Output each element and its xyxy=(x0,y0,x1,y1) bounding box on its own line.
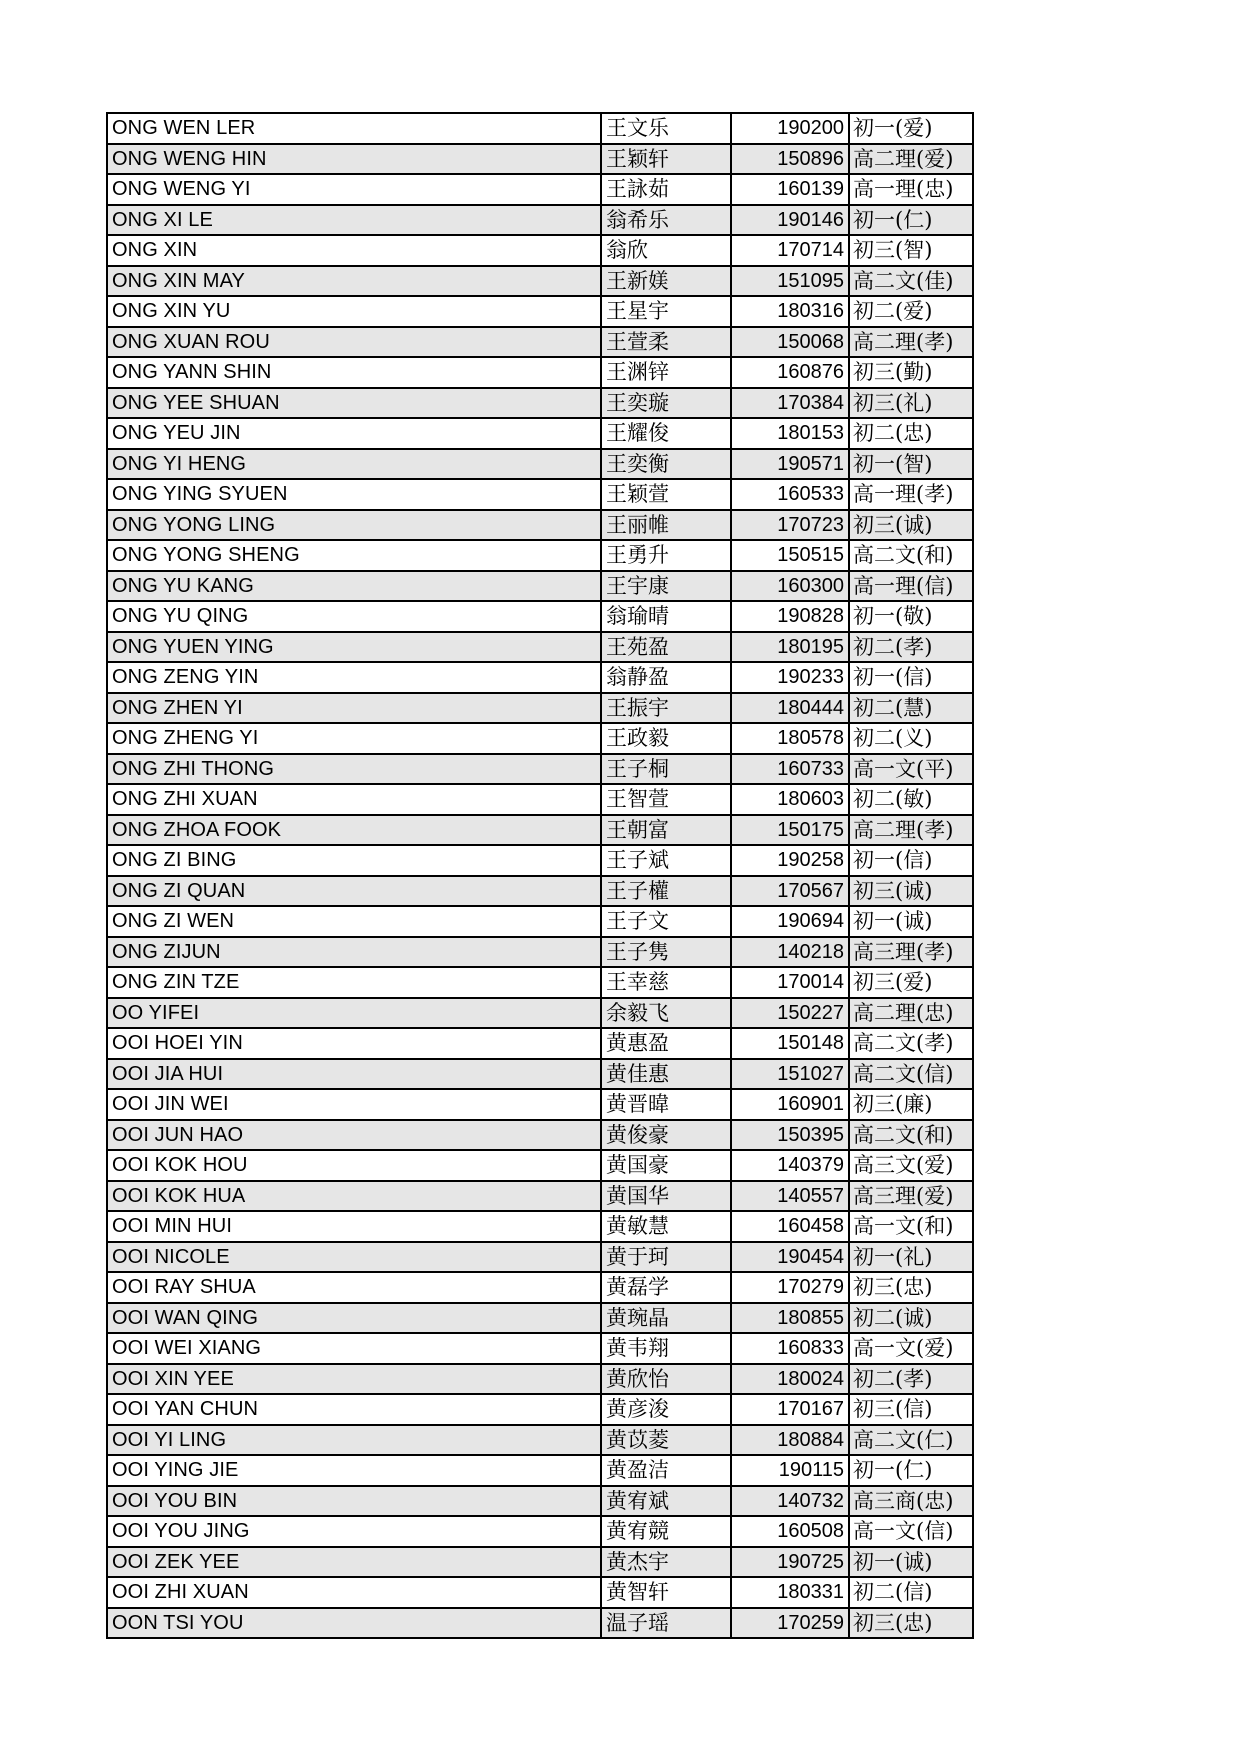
student-id-cell: 160733 xyxy=(731,754,849,785)
student-name-cell: OO YIFEI xyxy=(107,998,601,1029)
student-id-cell: 190454 xyxy=(731,1242,849,1273)
class-cell: 初三(礼) xyxy=(849,388,973,419)
chinese-name-cell: 黄琬晶 xyxy=(601,1303,731,1334)
student-name-cell: ONG YEU JIN xyxy=(107,418,601,449)
student-id-cell: 180578 xyxy=(731,723,849,754)
chinese-name-cell: 王奕璇 xyxy=(601,388,731,419)
student-id-cell: 140218 xyxy=(731,937,849,968)
student-id-cell: 170384 xyxy=(731,388,849,419)
student-name-cell: ONG WEN LER xyxy=(107,113,601,144)
chinese-name-cell: 黄欣怡 xyxy=(601,1364,731,1395)
student-name-cell: ONG YEE SHUAN xyxy=(107,388,601,419)
student-id-cell: 160901 xyxy=(731,1089,849,1120)
class-cell: 高一文(平) xyxy=(849,754,973,785)
student-id-cell: 190828 xyxy=(731,601,849,632)
student-name-cell: OOI RAY SHUA xyxy=(107,1272,601,1303)
student-id-cell: 170714 xyxy=(731,235,849,266)
student-id-cell: 151095 xyxy=(731,266,849,297)
class-cell: 初一(敬) xyxy=(849,601,973,632)
student-name-cell: ONG ZENG YIN xyxy=(107,662,601,693)
table-row xyxy=(107,723,973,754)
chinese-name-cell: 王萱柔 xyxy=(601,327,731,358)
table-row xyxy=(107,1577,973,1608)
student-name-cell: ONG XIN xyxy=(107,235,601,266)
student-id-cell: 160139 xyxy=(731,174,849,205)
table-row xyxy=(107,784,973,815)
table-row xyxy=(107,1028,973,1059)
class-cell: 初一(信) xyxy=(849,845,973,876)
class-cell: 初三(廉) xyxy=(849,1089,973,1120)
student-name-cell: ONG ZI QUAN xyxy=(107,876,601,907)
table-row xyxy=(107,906,973,937)
table-row xyxy=(107,998,973,1029)
class-cell: 初二(孝) xyxy=(849,1364,973,1395)
class-cell: 初一(仁) xyxy=(849,205,973,236)
table-row xyxy=(107,1242,973,1273)
class-cell: 高三理(孝) xyxy=(849,937,973,968)
student-name-cell: ONG YUEN YING xyxy=(107,632,601,663)
student-id-cell: 180153 xyxy=(731,418,849,449)
chinese-name-cell: 王星宇 xyxy=(601,296,731,327)
chinese-name-cell: 王丽帷 xyxy=(601,510,731,541)
student-id-cell: 150395 xyxy=(731,1120,849,1151)
class-cell: 初二(爱) xyxy=(849,296,973,327)
student-name-cell: ONG ZHEN YI xyxy=(107,693,601,724)
student-name-cell: ONG XI LE xyxy=(107,205,601,236)
student-name-cell: ONG ZIJUN xyxy=(107,937,601,968)
class-cell: 初三(爱) xyxy=(849,967,973,998)
chinese-name-cell: 翁瑜晴 xyxy=(601,601,731,632)
table-row xyxy=(107,449,973,480)
class-cell: 初三(信) xyxy=(849,1394,973,1425)
class-cell: 初三(忠) xyxy=(849,1608,973,1639)
student-name-cell: ONG XIN MAY xyxy=(107,266,601,297)
class-cell: 高一文(爱) xyxy=(849,1333,973,1364)
class-cell: 初三(智) xyxy=(849,235,973,266)
table-row xyxy=(107,1120,973,1151)
student-id-cell: 150227 xyxy=(731,998,849,1029)
student-id-cell: 160533 xyxy=(731,479,849,510)
class-cell: 初一(信) xyxy=(849,662,973,693)
table-row xyxy=(107,479,973,510)
chinese-name-cell: 王勇升 xyxy=(601,540,731,571)
class-cell: 初一(礼) xyxy=(849,1242,973,1273)
student-id-cell: 140557 xyxy=(731,1181,849,1212)
student-name-cell: OOI ZEK YEE xyxy=(107,1547,601,1578)
class-cell: 高一理(孝) xyxy=(849,479,973,510)
class-cell: 初三(忠) xyxy=(849,1272,973,1303)
chinese-name-cell: 黄盈洁 xyxy=(601,1455,731,1486)
student-id-cell: 190571 xyxy=(731,449,849,480)
student-id-cell: 160833 xyxy=(731,1333,849,1364)
student-id-cell: 151027 xyxy=(731,1059,849,1090)
chinese-name-cell: 黄俊豪 xyxy=(601,1120,731,1151)
student-id-cell: 180331 xyxy=(731,1577,849,1608)
student-id-cell: 180024 xyxy=(731,1364,849,1395)
chinese-name-cell: 王子文 xyxy=(601,906,731,937)
student-name-cell: ONG YI HENG xyxy=(107,449,601,480)
table-row xyxy=(107,235,973,266)
table-row xyxy=(107,1303,973,1334)
class-cell: 初一(爱) xyxy=(849,113,973,144)
class-cell: 高二文(佳) xyxy=(849,266,973,297)
table-row xyxy=(107,1364,973,1395)
student-id-cell: 180195 xyxy=(731,632,849,663)
student-name-cell: OOI JUN HAO xyxy=(107,1120,601,1151)
class-cell: 初二(诚) xyxy=(849,1303,973,1334)
chinese-name-cell: 王朝富 xyxy=(601,815,731,846)
table-row xyxy=(107,327,973,358)
chinese-name-cell: 王智萱 xyxy=(601,784,731,815)
class-cell: 高二理(爱) xyxy=(849,144,973,175)
student-name-cell: ONG ZIN TZE xyxy=(107,967,601,998)
table-row xyxy=(107,1486,973,1517)
student-name-cell: OOI YAN CHUN xyxy=(107,1394,601,1425)
chinese-name-cell: 王耀俊 xyxy=(601,418,731,449)
student-name-cell: OOI YI LING xyxy=(107,1425,601,1456)
class-cell: 高二文(信) xyxy=(849,1059,973,1090)
student-name-cell: OOI WAN QING xyxy=(107,1303,601,1334)
student-name-cell: ONG ZI WEN xyxy=(107,906,601,937)
student-name-cell: OOI KOK HUA xyxy=(107,1181,601,1212)
table-row xyxy=(107,1455,973,1486)
class-cell: 高三文(爱) xyxy=(849,1150,973,1181)
chinese-name-cell: 王詠茹 xyxy=(601,174,731,205)
class-cell: 初三(诚) xyxy=(849,510,973,541)
chinese-name-cell: 王子權 xyxy=(601,876,731,907)
chinese-name-cell: 翁欣 xyxy=(601,235,731,266)
chinese-name-cell: 黄苡菱 xyxy=(601,1425,731,1456)
chinese-name-cell: 王渊锌 xyxy=(601,357,731,388)
student-name-cell: ONG WENG HIN xyxy=(107,144,601,175)
student-id-cell: 150896 xyxy=(731,144,849,175)
chinese-name-cell: 温子瑶 xyxy=(601,1608,731,1639)
chinese-name-cell: 黄杰宇 xyxy=(601,1547,731,1578)
class-cell: 初二(敏) xyxy=(849,784,973,815)
table-row xyxy=(107,1150,973,1181)
student-name-cell: OOI KOK HOU xyxy=(107,1150,601,1181)
chinese-name-cell: 黄韦翔 xyxy=(601,1333,731,1364)
student-id-cell: 170567 xyxy=(731,876,849,907)
class-cell: 初二(孝) xyxy=(849,632,973,663)
student-id-cell: 140379 xyxy=(731,1150,849,1181)
table-row xyxy=(107,388,973,419)
student-id-cell: 190115 xyxy=(731,1455,849,1486)
table-row xyxy=(107,1394,973,1425)
table-row xyxy=(107,205,973,236)
table-row xyxy=(107,876,973,907)
table-row xyxy=(107,967,973,998)
chinese-name-cell: 黄宥競 xyxy=(601,1516,731,1547)
student-id-cell: 140732 xyxy=(731,1486,849,1517)
table-row xyxy=(107,571,973,602)
table-row xyxy=(107,144,973,175)
table-row xyxy=(107,815,973,846)
chinese-name-cell: 王文乐 xyxy=(601,113,731,144)
student-id-cell: 150175 xyxy=(731,815,849,846)
class-cell: 高一理(忠) xyxy=(849,174,973,205)
student-name-cell: OOI JIA HUI xyxy=(107,1059,601,1090)
table-row xyxy=(107,601,973,632)
student-name-cell: ONG YONG LING xyxy=(107,510,601,541)
student-name-cell: ONG ZHENG YI xyxy=(107,723,601,754)
table-row xyxy=(107,1608,973,1639)
student-id-cell: 170723 xyxy=(731,510,849,541)
student-id-cell: 180603 xyxy=(731,784,849,815)
chinese-name-cell: 黄惠盈 xyxy=(601,1028,731,1059)
class-cell: 高三理(爱) xyxy=(849,1181,973,1212)
table-row xyxy=(107,937,973,968)
student-name-cell: OOI HOEI YIN xyxy=(107,1028,601,1059)
chinese-name-cell: 黄国豪 xyxy=(601,1150,731,1181)
student-id-cell: 170279 xyxy=(731,1272,849,1303)
roster-body xyxy=(107,113,973,1638)
table-row xyxy=(107,1059,973,1090)
table-row xyxy=(107,693,973,724)
student-id-cell: 170167 xyxy=(731,1394,849,1425)
table-row xyxy=(107,632,973,663)
chinese-name-cell: 黄智轩 xyxy=(601,1577,731,1608)
table-row xyxy=(107,1516,973,1547)
student-name-cell: OOI YOU BIN xyxy=(107,1486,601,1517)
class-cell: 初二(慧) xyxy=(849,693,973,724)
student-id-cell: 180884 xyxy=(731,1425,849,1456)
table-row xyxy=(107,662,973,693)
table-row xyxy=(107,1272,973,1303)
class-cell: 初一(诚) xyxy=(849,1547,973,1578)
student-name-cell: OOI WEI XIANG xyxy=(107,1333,601,1364)
student-id-cell: 160300 xyxy=(731,571,849,602)
table-row xyxy=(107,845,973,876)
table-row xyxy=(107,357,973,388)
chinese-name-cell: 黄敏慧 xyxy=(601,1211,731,1242)
class-cell: 初一(仁) xyxy=(849,1455,973,1486)
student-name-cell: OOI YING JIE xyxy=(107,1455,601,1486)
table-row xyxy=(107,1089,973,1120)
class-cell: 高二理(孝) xyxy=(849,815,973,846)
student-name-cell: OOI MIN HUI xyxy=(107,1211,601,1242)
student-id-cell: 150068 xyxy=(731,327,849,358)
student-id-cell: 170014 xyxy=(731,967,849,998)
class-cell: 高二理(孝) xyxy=(849,327,973,358)
student-id-cell: 190146 xyxy=(731,205,849,236)
table-row xyxy=(107,1425,973,1456)
student-name-cell: OOI XIN YEE xyxy=(107,1364,601,1395)
table-row xyxy=(107,1333,973,1364)
chinese-name-cell: 王子隽 xyxy=(601,937,731,968)
student-id-cell: 190258 xyxy=(731,845,849,876)
chinese-name-cell: 黄于珂 xyxy=(601,1242,731,1273)
chinese-name-cell: 黄宥斌 xyxy=(601,1486,731,1517)
chinese-name-cell: 黄晋暐 xyxy=(601,1089,731,1120)
student-id-cell: 160876 xyxy=(731,357,849,388)
student-name-cell: ONG XUAN ROU xyxy=(107,327,601,358)
student-id-cell: 150148 xyxy=(731,1028,849,1059)
student-id-cell: 190725 xyxy=(731,1547,849,1578)
student-name-cell: ONG YU KANG xyxy=(107,571,601,602)
student-name-cell: OOI ZHI XUAN xyxy=(107,1577,601,1608)
student-name-cell: OOI JIN WEI xyxy=(107,1089,601,1120)
student-name-cell: OOI NICOLE xyxy=(107,1242,601,1273)
table-row xyxy=(107,296,973,327)
class-cell: 初二(忠) xyxy=(849,418,973,449)
student-name-cell: ONG ZHI THONG xyxy=(107,754,601,785)
class-cell: 初一(诚) xyxy=(849,906,973,937)
chinese-name-cell: 王新媄 xyxy=(601,266,731,297)
student-roster-table xyxy=(106,112,974,1639)
student-name-cell: ONG YING SYUEN xyxy=(107,479,601,510)
class-cell: 高二文(孝) xyxy=(849,1028,973,1059)
student-name-cell: ONG ZHOA FOOK xyxy=(107,815,601,846)
chinese-name-cell: 翁静盈 xyxy=(601,662,731,693)
student-name-cell: ONG XIN YU xyxy=(107,296,601,327)
student-id-cell: 160508 xyxy=(731,1516,849,1547)
table-row xyxy=(107,510,973,541)
class-cell: 高二理(忠) xyxy=(849,998,973,1029)
student-name-cell: ONG YONG SHENG xyxy=(107,540,601,571)
chinese-name-cell: 王颖轩 xyxy=(601,144,731,175)
chinese-name-cell: 王振宇 xyxy=(601,693,731,724)
chinese-name-cell: 黄彦浚 xyxy=(601,1394,731,1425)
table-row xyxy=(107,113,973,144)
chinese-name-cell: 翁希乐 xyxy=(601,205,731,236)
student-id-cell: 160458 xyxy=(731,1211,849,1242)
class-cell: 高二文(仁) xyxy=(849,1425,973,1456)
student-name-cell: OOI YOU JING xyxy=(107,1516,601,1547)
student-name-cell: ONG YANN SHIN xyxy=(107,357,601,388)
chinese-name-cell: 王宇康 xyxy=(601,571,731,602)
class-cell: 初三(勤) xyxy=(849,357,973,388)
chinese-name-cell: 黄磊学 xyxy=(601,1272,731,1303)
student-name-cell: ONG ZI BING xyxy=(107,845,601,876)
chinese-name-cell: 余毅飞 xyxy=(601,998,731,1029)
chinese-name-cell: 王政毅 xyxy=(601,723,731,754)
class-cell: 初二(信) xyxy=(849,1577,973,1608)
student-id-cell: 190233 xyxy=(731,662,849,693)
student-id-cell: 170259 xyxy=(731,1608,849,1639)
class-cell: 高一理(信) xyxy=(849,571,973,602)
chinese-name-cell: 王奕衡 xyxy=(601,449,731,480)
table-row xyxy=(107,418,973,449)
chinese-name-cell: 王苑盈 xyxy=(601,632,731,663)
table-row xyxy=(107,1181,973,1212)
class-cell: 高二文(和) xyxy=(849,1120,973,1151)
table-row xyxy=(107,1547,973,1578)
student-name-cell: ONG WENG YI xyxy=(107,174,601,205)
class-cell: 高二文(和) xyxy=(849,540,973,571)
class-cell: 初一(智) xyxy=(849,449,973,480)
student-name-cell: ONG YU QING xyxy=(107,601,601,632)
table-row xyxy=(107,266,973,297)
table-row xyxy=(107,1211,973,1242)
student-id-cell: 180316 xyxy=(731,296,849,327)
class-cell: 高一文(和) xyxy=(849,1211,973,1242)
chinese-name-cell: 王幸慈 xyxy=(601,967,731,998)
class-cell: 初三(诚) xyxy=(849,876,973,907)
chinese-name-cell: 王子桐 xyxy=(601,754,731,785)
student-id-cell: 150515 xyxy=(731,540,849,571)
student-id-cell: 180855 xyxy=(731,1303,849,1334)
table-row xyxy=(107,754,973,785)
student-name-cell: OON TSI YOU xyxy=(107,1608,601,1639)
chinese-name-cell: 王颖萱 xyxy=(601,479,731,510)
chinese-name-cell: 王子斌 xyxy=(601,845,731,876)
student-id-cell: 180444 xyxy=(731,693,849,724)
class-cell: 初二(义) xyxy=(849,723,973,754)
class-cell: 高一文(信) xyxy=(849,1516,973,1547)
student-name-cell: ONG ZHI XUAN xyxy=(107,784,601,815)
class-cell: 高三商(忠) xyxy=(849,1486,973,1517)
student-id-cell: 190694 xyxy=(731,906,849,937)
table-row xyxy=(107,174,973,205)
chinese-name-cell: 黄佳惠 xyxy=(601,1059,731,1090)
student-id-cell: 190200 xyxy=(731,113,849,144)
table-row xyxy=(107,540,973,571)
chinese-name-cell: 黄国华 xyxy=(601,1181,731,1212)
